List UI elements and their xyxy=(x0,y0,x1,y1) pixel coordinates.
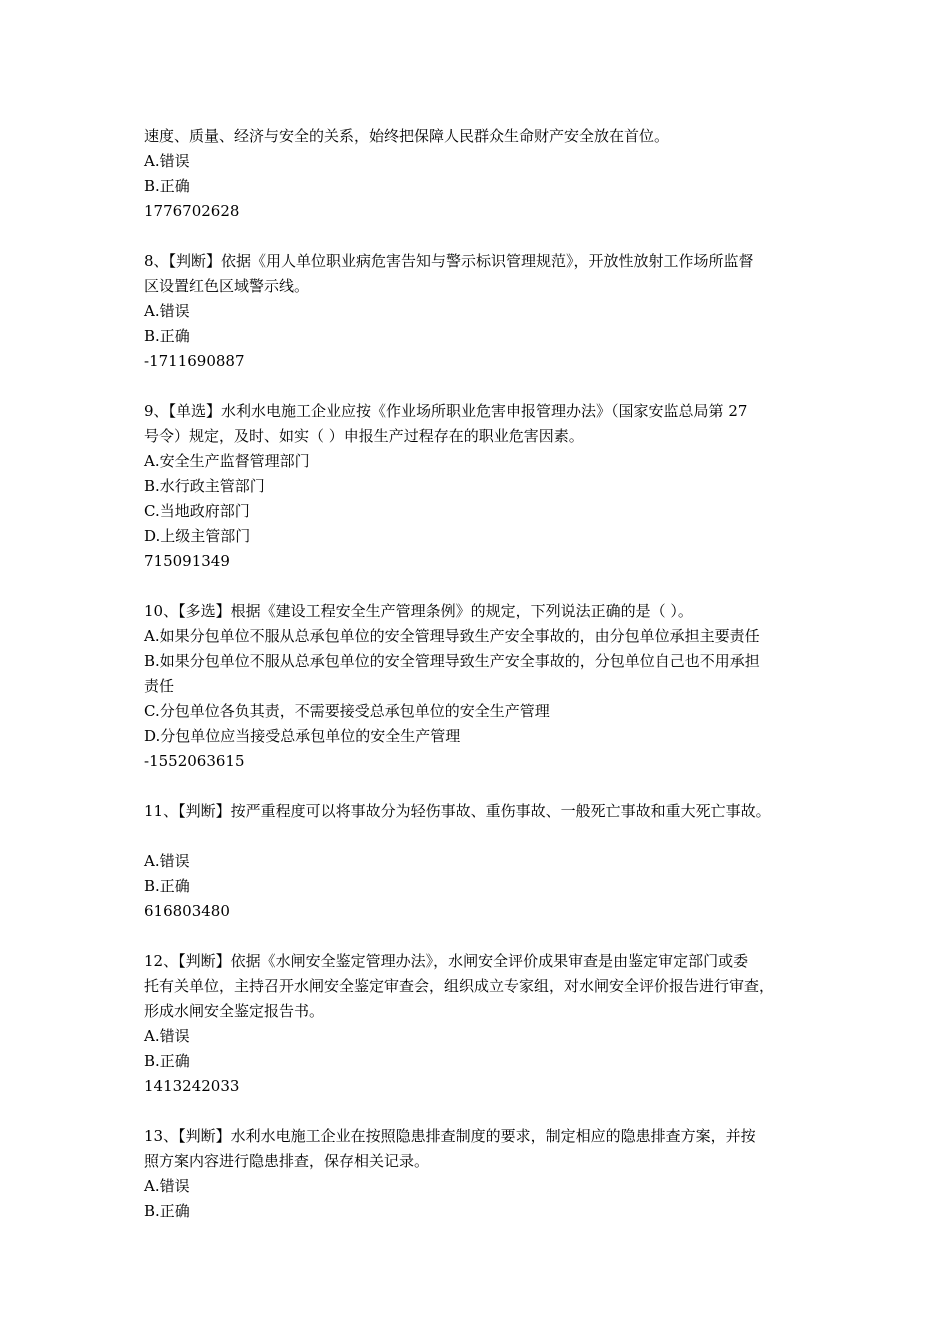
option-d: D.上级主管部门 xyxy=(144,527,251,545)
question-text-line: 托有关单位，主持召开水闸安全鉴定审查会，组织成立专家组，对水闸安全评价报告进行审查， xyxy=(144,977,775,995)
question-text-line: 10、【多选】根据《建设工程安全生产管理条例》的规定，下列说法正确的是（ ）。 xyxy=(144,602,693,620)
option-b: B.正确 xyxy=(144,327,190,345)
question-code: -1711690887 xyxy=(144,352,245,370)
question-10 xyxy=(144,599,820,774)
option-a: A.安全生产监督管理部门 xyxy=(144,452,310,470)
document-page xyxy=(144,124,820,1224)
option-b: B.如果分包单位不服从总承包单位的安全管理导致生产安全事故的，分包单位自己也不用承担 xyxy=(144,652,760,670)
option-b: B.水行政主管部门 xyxy=(144,477,265,495)
question-text-line: 8、【判断】依据《用人单位职业病危害告知与警示标识管理规范》，开放性放射工作场所监督 xyxy=(144,252,754,270)
option-a: A.错误 xyxy=(144,302,190,320)
option-a: A.错误 xyxy=(144,1027,190,1045)
spacer xyxy=(144,774,820,799)
option-b: B.正确 xyxy=(144,177,190,195)
question-text-line xyxy=(144,824,820,849)
question-code: -1552063615 xyxy=(144,752,245,770)
question-code: 616803480 xyxy=(144,902,230,920)
question-12 xyxy=(144,949,820,1099)
spacer xyxy=(144,374,820,399)
option-b: B.正确 xyxy=(144,877,190,895)
question-code: 1413242033 xyxy=(144,1077,240,1095)
question-8 xyxy=(144,249,820,374)
question-text-line: 11、【判断】按严重程度可以将事故分为轻伤事故、重伤事故、一般死亡事故和重大死亡事故。 xyxy=(144,802,771,820)
option-b: B.正确 xyxy=(144,1202,190,1220)
option-a: A.错误 xyxy=(144,1177,190,1195)
question-text-line: 照方案内容进行隐患排查，保存相关记录。 xyxy=(144,1152,430,1170)
spacer xyxy=(144,1099,820,1124)
option-b-continued: 责任 xyxy=(144,677,175,695)
spacer xyxy=(144,224,820,249)
question-13 xyxy=(144,1124,820,1224)
question-text-line: 9、【单选】水利水电施工企业应按《作业场所职业危害申报管理办法》（国家安监总局第 27 xyxy=(144,402,748,420)
spacer xyxy=(144,924,820,949)
spacer xyxy=(144,574,820,599)
question-9 xyxy=(144,399,820,574)
question-11 xyxy=(144,799,820,924)
question-code: 1776702628 xyxy=(144,202,240,220)
option-a: A.错误 xyxy=(144,852,190,870)
option-a: A.如果分包单位不服从总承包单位的安全管理导致生产安全事故的，由分包单位承担主要责任 xyxy=(144,627,760,645)
question-7-continuation xyxy=(144,124,820,224)
option-d: D.分包单位应当接受总承包单位的安全生产管理 xyxy=(144,727,461,745)
option-c: C.分包单位各负其责，不需要接受总承包单位的安全生产管理 xyxy=(144,702,550,720)
question-text-line: 速度、质量、经济与安全的关系，始终把保障人民群众生命财产安全放在首位。 xyxy=(144,127,670,145)
option-a: A.错误 xyxy=(144,152,190,170)
question-text-line: 形成水闸安全鉴定报告书。 xyxy=(144,1002,325,1020)
question-text-line: 号令）规定，及时、如实（ ）申报生产过程存在的职业危害因素。 xyxy=(144,427,584,445)
question-text-line: 12、【判断】依据《水闸安全鉴定管理办法》，水闸安全评价成果审查是由鉴定审定部门或委 xyxy=(144,952,749,970)
option-c: C.当地政府部门 xyxy=(144,502,250,520)
question-code: 715091349 xyxy=(144,552,230,570)
option-b: B.正确 xyxy=(144,1052,190,1070)
question-text-line: 区设置红色区域警示线。 xyxy=(144,277,310,295)
question-text-line: 13、【判断】水利水电施工企业在按照隐患排查制度的要求，制定相应的隐患排查方案，并按 xyxy=(144,1127,756,1145)
